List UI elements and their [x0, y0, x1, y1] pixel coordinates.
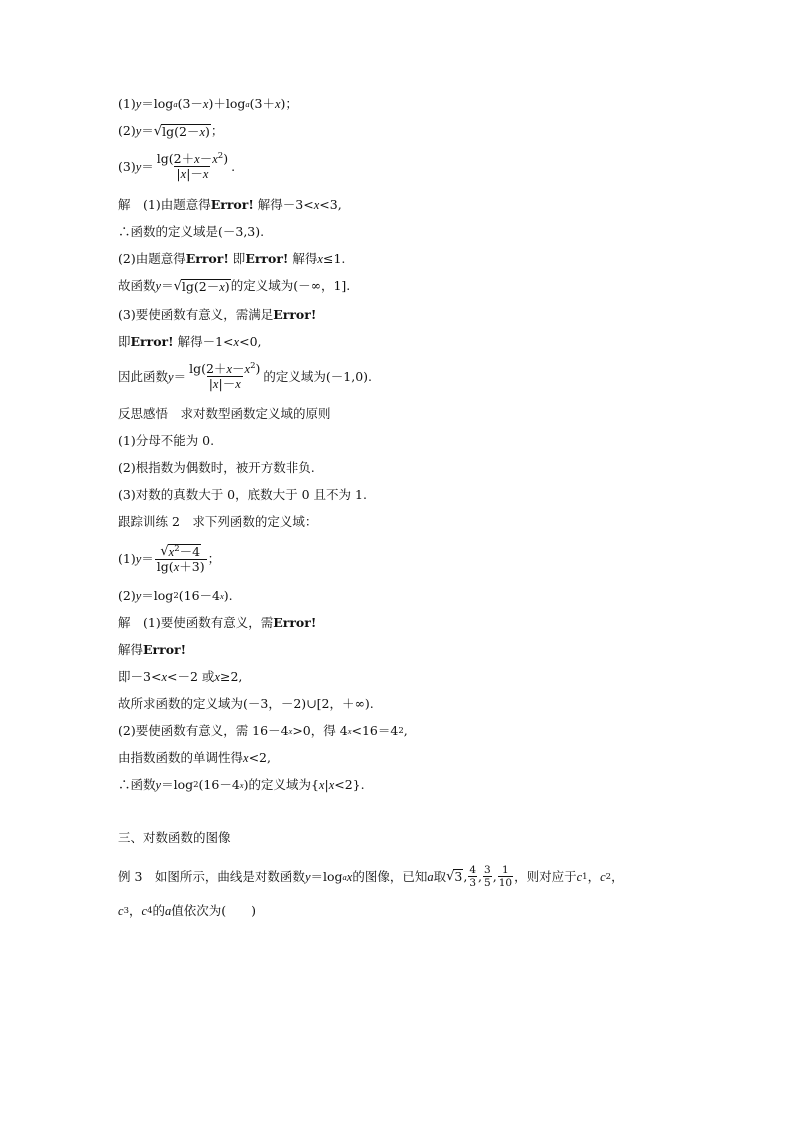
section-heading: 三、对数函数的图像 — [118, 830, 231, 845]
solution-1: 解 (1)由题意得 Error! 解得－3< x <3, — [118, 197, 342, 212]
reflection-heading: 反思感悟 求对数型函数定义域的原则 — [118, 406, 331, 421]
solution-3-conclusion: 因此函数 y ＝ $\frac{\lg(2+x-x^2)}{|x|-x}$ 的定义域为(－1,0). — [118, 361, 372, 391]
exercise-solution-1-step2: 即－3< x <－2 或 x ≥2, — [118, 669, 243, 684]
exercise-solution-2-conclusion: ∴函数 y ＝log 2 (16－4 x )的定义域为{ x | x <2}. — [118, 777, 365, 792]
reflection-2: (2)根指数为偶数时，被开方数非负. — [118, 460, 315, 475]
example-3-cont: c 3 ， c 4 的 a 值依次为( ) — [118, 903, 257, 918]
solution-2: (2)由题意得 Error! 即 Error! 解得 x ≤1. — [118, 251, 346, 266]
exercise-solution-1: 解 (1)要使函数有意义，需 Error! — [118, 615, 317, 630]
solution-3: (3)要使函数有意义，需满足 Error! — [118, 307, 317, 322]
exercise-solution-2-step: 由指数函数的单调性得 x <2, — [118, 750, 271, 765]
solution-2-conclusion: 故函数 y ＝ √ lg(2－x) 的定义域为(－∞，1]. — [118, 278, 351, 294]
reflection-3: (3)对数的真数大于 0，底数大于 0 且不为 1. — [118, 487, 367, 502]
solution-1-conclusion: ∴函数的定义域是(－3,3). — [118, 224, 265, 239]
problem-2: (2) y ＝ √ lg(2－x) ； — [118, 123, 224, 139]
exercise-solution-1-step: 解得 Error! — [118, 642, 187, 657]
solution-3-step: 即 Error! 解得－1< x <0, — [118, 334, 262, 349]
reflection-1: (1)分母不能为 0. — [118, 433, 215, 448]
exercise-2: (2) y ＝log 2 (16－4 x ). — [118, 588, 233, 603]
exercise-heading: 跟踪训练 2 求下列函数的定义域： — [118, 514, 318, 529]
exercise-solution-2: (2)要使函数有意义，需 16－4 x >0，得 4 x <16＝4 2 , — [118, 723, 408, 738]
exercise-solution-1-conclusion: 故所求函数的定义域为(－3，－2)∪[2，＋∞). — [118, 696, 374, 711]
example-3: 例 3 如图所示，曲线是对数函数 y ＝log a x 的图像，已知 a 取 √ 3 , $\frac{4}{3}$ , $\frac{3}{5}$ , $\frac{1}{10}$ ，则对应于 c 1 ， c 2 ， — [118, 864, 624, 889]
problem-1: (1) y ＝log a (3－ x )＋log a (3＋ x )； — [118, 96, 298, 111]
problem-3: (3) y ＝ $\frac{\lg(2+x-x^2)}{|x|-x}$ . — [118, 151, 236, 181]
exercise-1: (1) y ＝ √ $x^2-4$ lg(x＋3) ； — [118, 544, 221, 574]
